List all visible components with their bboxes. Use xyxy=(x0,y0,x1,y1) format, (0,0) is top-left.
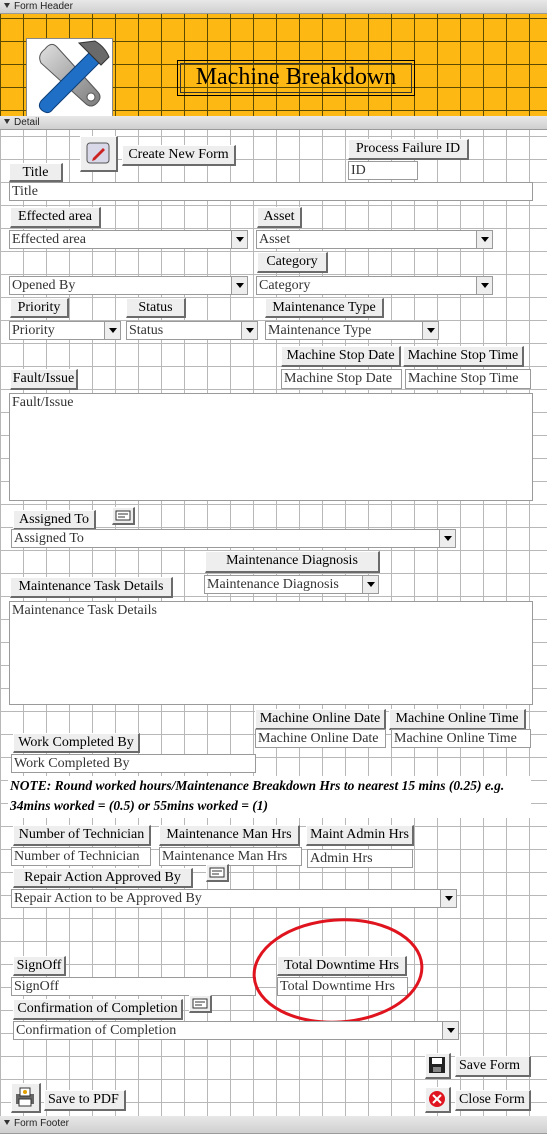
status-label: Status xyxy=(126,298,186,318)
confirmation-value: Confirmation of Completion xyxy=(16,1023,177,1038)
detail-label: Detail xyxy=(14,117,40,128)
fault-issue-label: Fault/Issue xyxy=(10,369,78,390)
number-of-technician-label: Number of Technician xyxy=(13,825,151,846)
asset-combo[interactable] xyxy=(256,230,493,249)
chevron-down-icon[interactable] xyxy=(241,322,257,339)
annotation-circle xyxy=(250,915,430,1027)
maintenance-diagnosis-value: Maintenance Diagnosis xyxy=(207,577,339,592)
chevron-down-icon[interactable] xyxy=(104,322,120,339)
work-completed-by-field[interactable]: Work Completed By xyxy=(11,754,256,773)
save-to-pdf-label[interactable]: Save to PDF xyxy=(44,1090,126,1111)
maint-admin-hrs-field[interactable]: Admin Hrs xyxy=(307,849,413,868)
form-icon xyxy=(207,865,227,880)
assigned-to-label: Assigned To xyxy=(13,510,96,530)
form-footer-bar xyxy=(0,1116,547,1134)
chevron-down-icon[interactable] xyxy=(231,231,247,248)
machine-online-date-label: Machine Online Date xyxy=(255,709,386,730)
form-icon xyxy=(113,508,133,523)
machine-stop-time-field[interactable]: Machine Stop Time xyxy=(405,369,531,389)
form-header-label: Form Header xyxy=(14,1,73,12)
save-form-label[interactable]: Save Form xyxy=(455,1056,531,1077)
confirmation-label: Confirmation of Completion xyxy=(13,999,183,1020)
effected-area-combo[interactable] xyxy=(9,230,248,249)
work-completed-by-label: Work Completed By xyxy=(13,733,140,753)
process-failure-id-field[interactable]: ID xyxy=(348,161,418,180)
detail-bar xyxy=(0,116,547,130)
maintenance-diagnosis-combo[interactable] xyxy=(204,575,379,594)
page-title: Machine Breakdown xyxy=(177,60,415,96)
maintenance-type-value: Maintenance Type xyxy=(268,323,372,338)
effected-area-label: Effected area xyxy=(10,207,101,228)
machine-stop-date-label: Machine Stop Date xyxy=(281,346,401,367)
effected-area-value: Effected area xyxy=(12,232,86,247)
machine-online-date-field[interactable]: Machine Online Date xyxy=(255,729,386,748)
repair-action-label: Repair Action Approved By xyxy=(13,868,193,888)
signoff-label: SignOff xyxy=(13,956,66,976)
maintenance-type-label: Maintenance Type xyxy=(265,298,384,318)
maintenance-diagnosis-label: Maintenance Diagnosis xyxy=(205,551,380,573)
create-new-form-label[interactable]: Create New Form xyxy=(122,145,236,166)
repair-action-combo[interactable] xyxy=(11,889,457,908)
category-combo[interactable] xyxy=(256,276,493,295)
confirmation-combo[interactable] xyxy=(13,1021,459,1040)
fault-issue-field[interactable]: Fault/Issue xyxy=(9,393,533,501)
rounding-note: NOTE: Round worked hours/Maintenance Breakdown Hrs to nearest 15 mins (0.25) e.g. 34mins worked = (0.5) or 55mins worked = (1) xyxy=(8,776,531,818)
create-new-form-button[interactable] xyxy=(80,136,118,172)
total-downtime-hrs-label: Total Downtime Hrs xyxy=(277,956,407,976)
machine-stop-time-label: Machine Stop Time xyxy=(403,346,524,367)
save-form-button[interactable] xyxy=(425,1053,451,1079)
form-header xyxy=(0,14,547,116)
asset-value: Asset xyxy=(259,232,291,247)
maintenance-man-hrs-field[interactable]: Maintenance Man Hrs xyxy=(159,847,302,866)
total-downtime-hrs-field[interactable]: Total Downtime Hrs xyxy=(277,977,408,996)
form-footer-label: Form Footer xyxy=(14,1118,70,1129)
chevron-down-icon[interactable] xyxy=(476,231,492,248)
save-to-pdf-button[interactable] xyxy=(11,1083,41,1113)
signoff-field[interactable]: SignOff xyxy=(11,977,256,996)
priority-value: Priority xyxy=(12,323,55,338)
chevron-down-icon[interactable] xyxy=(362,576,378,593)
status-combo[interactable] xyxy=(126,321,258,340)
repair-action-value: Repair Action to be Approved By xyxy=(14,891,202,906)
maintenance-type-combo[interactable] xyxy=(265,321,439,340)
floppy-disk-icon xyxy=(426,1054,448,1076)
tools-icon xyxy=(26,38,113,118)
close-icon xyxy=(426,1088,448,1110)
form-header-bar xyxy=(0,0,547,14)
priority-label: Priority xyxy=(10,298,69,318)
category-label: Category xyxy=(257,252,328,273)
chevron-down-icon[interactable] xyxy=(439,530,455,547)
machine-online-time-field[interactable]: Machine Online Time xyxy=(391,729,531,748)
process-failure-id-label: Process Failure ID xyxy=(348,139,469,160)
maint-admin-hrs-label: Maint Admin Hrs xyxy=(306,825,414,846)
chevron-down-icon[interactable] xyxy=(476,277,492,294)
title-label: Title xyxy=(9,163,63,182)
pdf-printer-icon xyxy=(12,1084,38,1110)
title-field[interactable]: Title xyxy=(9,182,533,201)
chevron-down-icon[interactable] xyxy=(440,890,456,907)
machine-stop-date-field[interactable]: Machine Stop Date xyxy=(281,369,402,389)
close-form-button[interactable] xyxy=(425,1087,451,1113)
pencil-icon xyxy=(81,137,115,169)
form-icon xyxy=(190,996,210,1011)
assigned-to-lookup-button[interactable] xyxy=(112,507,135,525)
priority-combo[interactable] xyxy=(9,321,121,340)
confirmation-lookup-button[interactable] xyxy=(189,995,212,1013)
maintenance-task-label: Maintenance Task Details xyxy=(10,577,173,598)
opened-by-value: Opened By xyxy=(12,278,76,293)
close-form-label[interactable]: Close Form xyxy=(455,1090,531,1111)
assigned-to-value: Assigned To xyxy=(14,531,84,546)
maintenance-man-hrs-label: Maintenance Man Hrs xyxy=(159,825,300,846)
machine-online-time-label: Machine Online Time xyxy=(389,709,526,730)
assigned-to-combo[interactable] xyxy=(11,529,456,548)
repair-action-lookup-button[interactable] xyxy=(206,864,229,882)
opened-by-combo[interactable] xyxy=(9,276,248,295)
chevron-down-icon[interactable] xyxy=(231,277,247,294)
maintenance-task-field[interactable]: Maintenance Task Details xyxy=(9,601,533,705)
chevron-down-icon[interactable] xyxy=(422,322,438,339)
chevron-down-icon[interactable] xyxy=(442,1022,458,1039)
category-value: Category xyxy=(259,278,311,293)
status-value: Status xyxy=(129,323,164,338)
asset-label: Asset xyxy=(257,207,302,228)
number-of-technician-field[interactable]: Number of Technician xyxy=(11,847,151,866)
